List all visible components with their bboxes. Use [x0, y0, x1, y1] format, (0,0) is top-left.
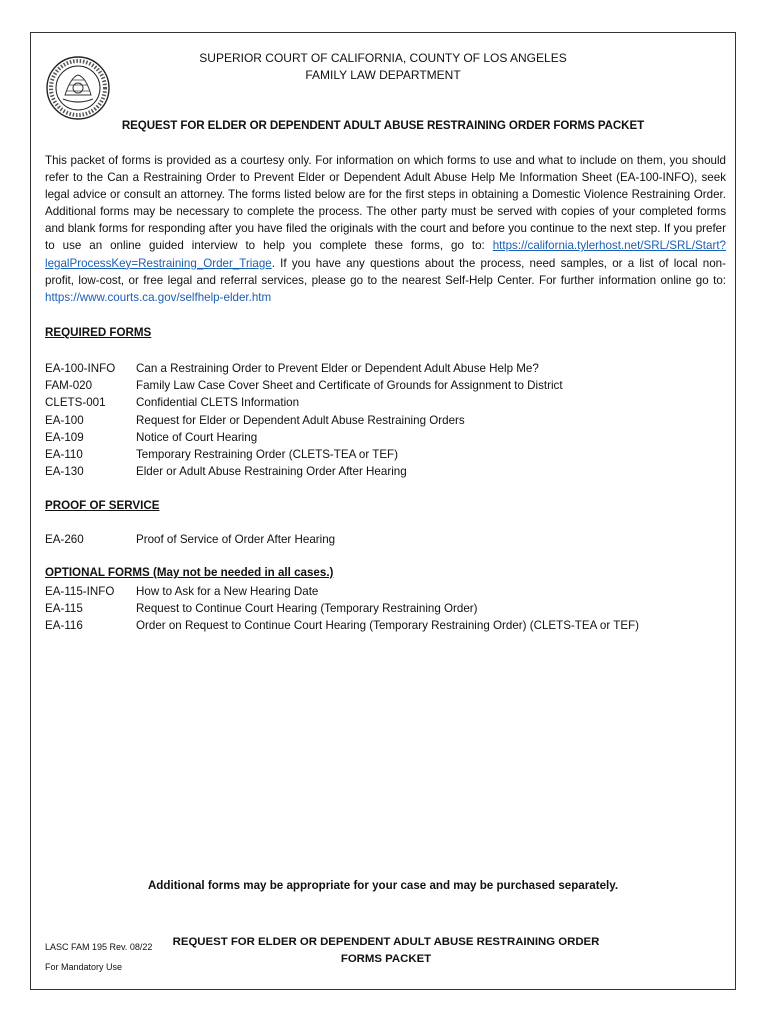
- packet-title: REQUEST FOR ELDER OR DEPENDENT ADULT ABUSE RESTRAINING ORDER FORMS PACKET: [121, 119, 645, 132]
- footer-title-line1: REQUEST FOR ELDER OR DEPENDENT ADULT ABUSE RESTRAINING ORDER: [172, 936, 600, 948]
- form-title: Notice of Court Hearing: [136, 430, 258, 444]
- form-code: EA-110: [45, 448, 83, 462]
- proof-of-service-heading: PROOF OF SERVICE: [45, 499, 160, 512]
- footer-title: [161, 934, 611, 968]
- form-title: Request to Continue Court Hearing (Temporary Restraining Order): [136, 602, 478, 616]
- form-title: How to Ask for a New Hearing Date: [136, 585, 319, 598]
- mandatory-use: For Mandatory Use: [45, 962, 123, 972]
- list-item: [45, 377, 563, 394]
- list-item: [45, 394, 563, 411]
- footer-title-line2: FORMS PACKET: [340, 953, 432, 965]
- optional-forms-heading: OPTIONAL FORMS (May not be needed in all cases.): [45, 566, 334, 579]
- form-title: Proof of Service of Order After Hearing: [136, 533, 336, 546]
- document-page: [30, 32, 736, 990]
- form-code: EA-100: [45, 413, 84, 427]
- form-title: Temporary Restraining Order (CLETS-TEA or TEF): [136, 448, 399, 462]
- optional-forms-list: [45, 583, 639, 635]
- selfhelp-elder-link[interactable]: https://www.courts.ca.gov/selfhelp-elder.htm: [45, 290, 272, 304]
- form-code: EA-115: [45, 602, 83, 616]
- form-title: Confidential CLETS Information: [136, 396, 300, 410]
- list-item: [45, 446, 563, 463]
- form-code: FAM-020: [45, 379, 93, 393]
- proof-forms-list: [45, 531, 335, 548]
- list-item: [45, 360, 563, 377]
- form-title: Order on Request to Continue Court Hearing (Temporary Restraining Order) (CLETS-TEA or TEF): [136, 619, 640, 633]
- footer-form-info: [45, 937, 152, 977]
- form-code: EA-109: [45, 430, 84, 444]
- court-name: SUPERIOR COURT OF CALIFORNIA, COUNTY OF LOS ANGELES: [199, 51, 567, 65]
- online-interview-link[interactable]: https://california.tylerhost.net/SRL/SRL/Start?legalProcessKey=Restraining_Order_Triage: [45, 239, 726, 270]
- form-title: Family Law Case Cover Sheet and Certificate of Grounds for Assignment to District: [136, 379, 563, 393]
- required-forms-list: [45, 360, 563, 480]
- list-item: [45, 600, 639, 617]
- form-code: EA-116: [45, 619, 83, 633]
- form-code: CLETS-001: [45, 396, 106, 410]
- required-forms-heading: REQUIRED FORMS: [45, 326, 152, 339]
- department-name: FAMILY LAW DEPARTMENT: [305, 68, 461, 82]
- intro-paragraph: [45, 152, 726, 306]
- form-number: LASC FAM 195 Rev. 08/22: [45, 942, 153, 952]
- court-header: [31, 50, 735, 84]
- list-item: [45, 429, 563, 446]
- intro-text-1: This packet of forms is provided as a courtesy only. For information on which forms to use and what to include on them, you should refer to the Can a Restraining Order to Prevent Elder or Dependent Adult Abuse Help Me Information Sheet (EA-100-INFO), seek legal advice or consult an attorney. The forms listed below are for the first steps in obtaining a Domestic Violence Restraining Order. Additional forms may be necessary to complete the process. The other party must be served with copies of your completed forms and blank forms for responding after you have filed the originals with the court and before you continue to the next step. If you prefer to use an online guided interview to help you complete these forms, go to:: [45, 154, 726, 253]
- list-item: [45, 583, 639, 600]
- form-code: EA-130: [45, 465, 84, 479]
- list-item: [45, 531, 335, 548]
- list-item: [45, 463, 563, 480]
- form-code: EA-115-INFO: [45, 585, 115, 598]
- form-code: EA-260: [45, 533, 84, 546]
- form-title: Can a Restraining Order to Prevent Elder or Dependent Adult Abuse Help Me?: [136, 362, 539, 375]
- list-item: [45, 617, 639, 634]
- form-title: Request for Elder or Dependent Adult Abuse Restraining Orders: [136, 413, 465, 427]
- list-item: [45, 412, 563, 429]
- form-code: EA-100-INFO: [45, 362, 116, 375]
- form-title: Elder or Adult Abuse Restraining Order After Hearing: [136, 465, 407, 479]
- additional-forms-note: Additional forms may be appropriate for your case and may be purchased separately.: [147, 879, 619, 892]
- intro-text-2: . If you have any questions about the process, need samples, or a list of local non- profit, low-cost, or free legal and referral services, please go to the nearest Self-Help Center. For further information online go to:: [45, 256, 726, 287]
